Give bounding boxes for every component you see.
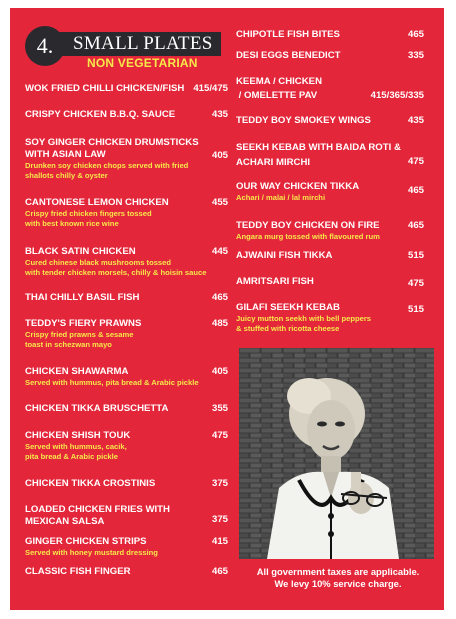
menu-item-price: 465 — [211, 292, 228, 303]
menu-item-price: 465 — [211, 566, 228, 577]
menu-item-price: 445 — [211, 246, 228, 257]
menu-item — [25, 137, 199, 181]
menu-item — [25, 83, 184, 95]
menu-item-price: 465 — [407, 185, 424, 196]
menu-item-name: AMRITSARI FISH — [236, 276, 314, 287]
menu-item-price: 335 — [407, 50, 424, 61]
menu-item-price: 435 — [407, 115, 424, 126]
menu-item — [25, 366, 199, 388]
section-subtitle: NON VEGETARIAN — [87, 56, 198, 70]
menu-item — [236, 75, 322, 103]
menu-item-name: KEEMA / CHICKEN / OMELETTE PAV — [236, 76, 322, 101]
menu-item-price: 415/365/335 — [370, 90, 424, 101]
menu-item-description: Crispy fried chicken fingers tossed with best known rice wine — [25, 209, 152, 228]
menu-item-name: GINGER CHICKEN STRIPS — [25, 536, 147, 547]
menu-item-description: Served with honey mustard dressing — [25, 548, 158, 557]
menu-item-description: Angara murg tossed with flavoured rum — [236, 232, 380, 241]
menu-item-price: 465 — [407, 29, 424, 40]
menu-item-price: 375 — [211, 478, 228, 489]
footer-note — [248, 566, 428, 590]
menu-item — [25, 318, 141, 350]
menu-item-description: Cured chinese black mushrooms tossed with tender chicken morsels, chilly & hoisin sauce — [25, 258, 207, 277]
menu-item-name: LOADED CHICKEN FRIES WITH MEXICAN SALSA — [25, 504, 170, 527]
menu-item — [236, 220, 380, 242]
menu-item — [25, 478, 155, 490]
menu-item-price: 475 — [407, 278, 424, 289]
section-header — [25, 26, 225, 70]
menu-item-name: TEDDY BOY CHICKEN ON FIRE — [236, 220, 380, 231]
menu-item — [236, 115, 371, 127]
menu-item-price: 405 — [211, 150, 228, 161]
menu-item-name: CHICKEN SHAWARMA — [25, 366, 129, 377]
footer-tax-note: All government taxes are applicable. — [256, 566, 420, 577]
menu-item-price: 475 — [407, 156, 424, 167]
menu-item-price: 515 — [407, 304, 424, 315]
menu-item-name: THAI CHILLY BASIL FISH — [25, 292, 140, 303]
menu-item-name: CHIPOTLE FISH BITES — [236, 29, 340, 40]
menu-item-name: CHICKEN SHISH TOUK — [25, 430, 131, 441]
menu-item-name: BLACK SATIN CHICKEN — [25, 246, 136, 257]
menu-item-name: TEDDY BOY SMOKEY WINGS — [236, 115, 371, 126]
menu-item — [25, 109, 175, 121]
menu-item — [25, 403, 168, 415]
menu-item-name: DESI EGGS BENEDICT — [236, 50, 341, 61]
menu-item-name: CHICKEN TIKKA CROSTINIS — [25, 478, 156, 489]
menu-item — [25, 197, 169, 229]
menu-item-name: CRISPY CHICKEN B.B.Q. SAUCE — [25, 109, 176, 120]
menu-page — [10, 8, 444, 610]
menu-item — [236, 276, 314, 288]
menu-item-name: CHICKEN TIKKA BRUSCHETTA — [25, 403, 169, 414]
menu-item-price: 455 — [211, 197, 228, 208]
menu-item-description: Served with hummus, cacik, pita bread & Arabic pickle — [25, 442, 127, 461]
menu-item-description: Juicy mutton seekh with bell peppers & stuffed with ricotta cheese — [236, 314, 372, 333]
menu-item — [236, 181, 359, 203]
menu-item-name: SOY GINGER CHICKEN DRUMSTICKS WITH ASIAN LAW — [25, 137, 199, 160]
portrait-photo — [239, 348, 434, 559]
menu-item-price: 475 — [211, 430, 228, 441]
section-number: 4. — [25, 26, 65, 66]
footer-service-note: We levy 10% service charge. — [274, 578, 402, 589]
menu-item — [25, 246, 206, 278]
menu-item — [25, 430, 130, 462]
menu-item-price: 485 — [211, 318, 228, 329]
menu-item — [25, 504, 170, 528]
menu-item-price: 405 — [211, 366, 228, 377]
menu-item-name: SEEKH KEBAB WITH BAIDA ROTI & ACHARI MIRCHI — [236, 142, 401, 168]
menu-item — [236, 302, 371, 334]
menu-item-description: Crispy fried prawns & sesame toast in schezwan mayo — [25, 330, 134, 349]
menu-item-description: Drunken soy chicken chops served with fried shallots chilly & oyster — [25, 161, 189, 180]
menu-item-price: 415/475 — [193, 83, 228, 94]
menu-item-price: 465 — [407, 220, 424, 231]
menu-item — [236, 50, 340, 62]
menu-item — [25, 292, 139, 304]
menu-item-price: 415 — [211, 536, 228, 547]
menu-item-price: 435 — [211, 109, 228, 120]
menu-item-name: OUR WAY CHICKEN TIKKA — [236, 181, 360, 192]
menu-item — [25, 536, 158, 558]
menu-item-name: CANTONESE LEMON CHICKEN — [25, 197, 169, 208]
section-title: SMALL PLATES — [55, 32, 221, 56]
menu-item — [25, 566, 131, 578]
menu-item — [236, 250, 332, 262]
menu-item-name: TEDDY'S FIERY PRAWNS — [25, 318, 142, 329]
menu-item-name: CLASSIC FISH FINGER — [25, 566, 131, 577]
menu-item-description: Achari / malai / lal mirchi — [236, 193, 326, 202]
menu-item — [236, 140, 401, 170]
menu-item-price: 375 — [211, 514, 228, 525]
menu-item-description: Served with hummus, pita bread & Arabic pickle — [25, 378, 199, 387]
menu-item-price: 355 — [211, 403, 228, 414]
menu-item-name: GILAFI SEEKH KEBAB — [236, 302, 340, 313]
menu-item-name: WOK FRIED CHILLI CHICKEN/FISH — [25, 83, 185, 94]
menu-item — [236, 29, 340, 41]
menu-item-name: AJWAINI FISH TIKKA — [236, 250, 333, 261]
menu-item-price: 515 — [407, 250, 424, 261]
